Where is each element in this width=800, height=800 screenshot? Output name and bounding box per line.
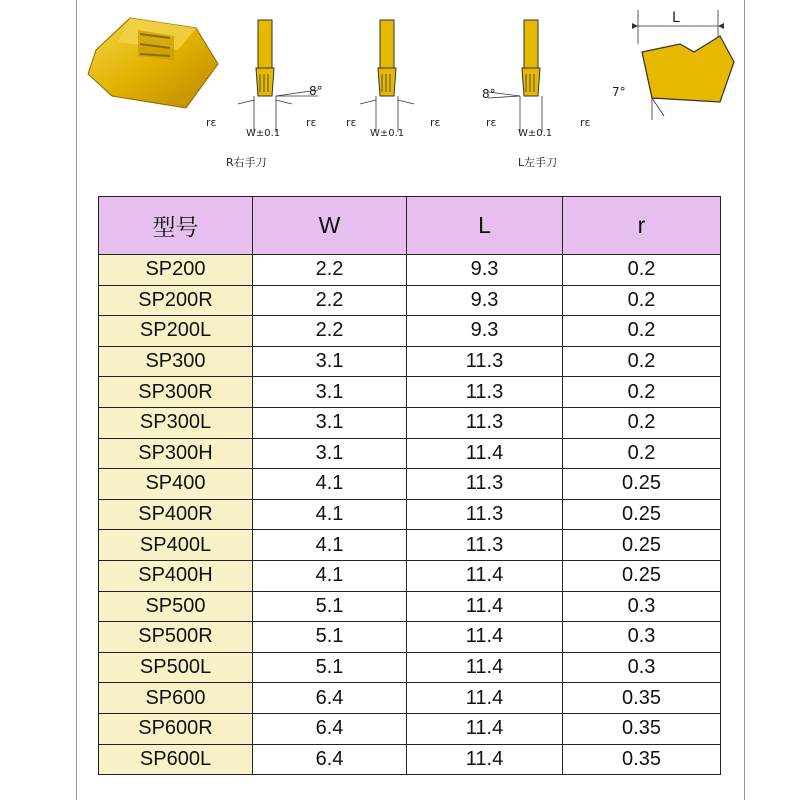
radius-label: rε <box>346 116 357 129</box>
width-label: W±0.1 <box>370 128 405 139</box>
cell-radius: 0.2 <box>563 285 721 316</box>
cell-radius: 0.25 <box>563 469 721 500</box>
cell-model: SP500L <box>99 652 253 683</box>
radius-label: rε <box>430 116 441 129</box>
cell-model: SP200R <box>99 285 253 316</box>
cell-radius: 0.2 <box>563 407 721 438</box>
table-row <box>99 285 721 316</box>
cell-length: 11.4 <box>407 713 563 744</box>
cell-model: SP300L <box>99 407 253 438</box>
cell-width: 6.4 <box>253 683 407 714</box>
cell-radius: 0.25 <box>563 530 721 561</box>
cell-width: 4.1 <box>253 469 407 500</box>
cell-radius: 0.35 <box>563 713 721 744</box>
cell-length: 11.4 <box>407 591 563 622</box>
cell-model: SP200L <box>99 316 253 347</box>
radius-label: rε <box>580 116 591 129</box>
table-row <box>99 255 721 286</box>
page-border-left <box>76 0 77 800</box>
angle-label: 7° <box>612 85 626 99</box>
cell-length: 9.3 <box>407 316 563 347</box>
cell-length: 11.3 <box>407 346 563 377</box>
cell-radius: 0.2 <box>563 255 721 286</box>
cell-width: 6.4 <box>253 744 407 775</box>
insert-diagram <box>78 0 742 190</box>
cell-model: SP300R <box>99 377 253 408</box>
insert-photo <box>88 18 218 108</box>
header-model: 型号 <box>99 197 253 255</box>
spec-table-body <box>99 255 721 775</box>
cell-width: 4.1 <box>253 530 407 561</box>
neutral-insert-drawing <box>206 20 323 139</box>
length-label: L <box>672 10 680 26</box>
cell-length: 11.4 <box>407 622 563 653</box>
spec-table <box>98 196 721 775</box>
radius-label: rε <box>306 116 317 129</box>
table-row <box>99 469 721 500</box>
cell-radius: 0.2 <box>563 377 721 408</box>
insert-drawings <box>78 0 742 190</box>
cell-model: SP400R <box>99 499 253 530</box>
cell-model: SP500R <box>99 622 253 653</box>
cell-width: 2.2 <box>253 285 407 316</box>
cell-width: 4.1 <box>253 560 407 591</box>
right-hand-caption: R右手刀 <box>226 156 267 169</box>
angle-label: 8° <box>309 84 323 98</box>
cell-model: SP300H <box>99 438 253 469</box>
angle-label: 8° <box>482 87 496 101</box>
header-length: L <box>407 197 563 255</box>
table-row <box>99 652 721 683</box>
table-row <box>99 530 721 561</box>
cell-radius: 0.2 <box>563 316 721 347</box>
cell-width: 4.1 <box>253 499 407 530</box>
cell-model: SP600 <box>99 683 253 714</box>
cell-radius: 0.25 <box>563 499 721 530</box>
header-width: W <box>253 197 407 255</box>
cell-model: SP200 <box>99 255 253 286</box>
cell-model: SP600L <box>99 744 253 775</box>
table-row <box>99 683 721 714</box>
cell-width: 2.2 <box>253 255 407 286</box>
cell-width: 3.1 <box>253 377 407 408</box>
cell-radius: 0.3 <box>563 652 721 683</box>
side-profile-drawing <box>612 10 734 120</box>
cell-model: SP600R <box>99 713 253 744</box>
cell-radius: 0.35 <box>563 683 721 714</box>
cell-length: 9.3 <box>407 285 563 316</box>
cell-length: 11.3 <box>407 407 563 438</box>
cell-length: 9.3 <box>407 255 563 286</box>
cell-length: 11.4 <box>407 438 563 469</box>
table-row <box>99 622 721 653</box>
cell-radius: 0.25 <box>563 560 721 591</box>
table-row <box>99 407 721 438</box>
table-row <box>99 316 721 347</box>
cell-width: 5.1 <box>253 622 407 653</box>
cell-model: SP300 <box>99 346 253 377</box>
cell-length: 11.3 <box>407 377 563 408</box>
table-row <box>99 499 721 530</box>
radius-label: rε <box>486 116 497 129</box>
cell-length: 11.3 <box>407 499 563 530</box>
cell-length: 11.4 <box>407 683 563 714</box>
cell-width: 5.1 <box>253 652 407 683</box>
cell-model: SP400L <box>99 530 253 561</box>
cell-radius: 0.35 <box>563 744 721 775</box>
cell-length: 11.3 <box>407 469 563 500</box>
width-label: W±0.1 <box>518 128 553 139</box>
cell-length: 11.4 <box>407 744 563 775</box>
table-row <box>99 438 721 469</box>
table-row <box>99 744 721 775</box>
left-hand-caption: L左手刀 <box>518 156 558 169</box>
cell-width: 6.4 <box>253 713 407 744</box>
cell-radius: 0.2 <box>563 346 721 377</box>
width-label: W±0.1 <box>246 128 281 139</box>
cell-model: SP400 <box>99 469 253 500</box>
cell-length: 11.4 <box>407 560 563 591</box>
cell-model: SP500 <box>99 591 253 622</box>
cell-width: 3.1 <box>253 407 407 438</box>
cell-model: SP400H <box>99 560 253 591</box>
cell-width: 5.1 <box>253 591 407 622</box>
radius-label: rε <box>206 116 217 129</box>
cell-width: 3.1 <box>253 346 407 377</box>
table-row <box>99 713 721 744</box>
cell-radius: 0.3 <box>563 591 721 622</box>
cell-width: 3.1 <box>253 438 407 469</box>
cell-length: 11.3 <box>407 530 563 561</box>
left-hand-insert-drawing <box>482 20 591 169</box>
page-border-right <box>744 0 745 800</box>
cell-radius: 0.2 <box>563 438 721 469</box>
table-row <box>99 591 721 622</box>
cell-radius: 0.3 <box>563 622 721 653</box>
table-row <box>99 377 721 408</box>
table-row <box>99 560 721 591</box>
cell-length: 11.4 <box>407 652 563 683</box>
cell-width: 2.2 <box>253 316 407 347</box>
header-row <box>99 197 721 255</box>
table-row <box>99 346 721 377</box>
header-radius: r <box>563 197 721 255</box>
